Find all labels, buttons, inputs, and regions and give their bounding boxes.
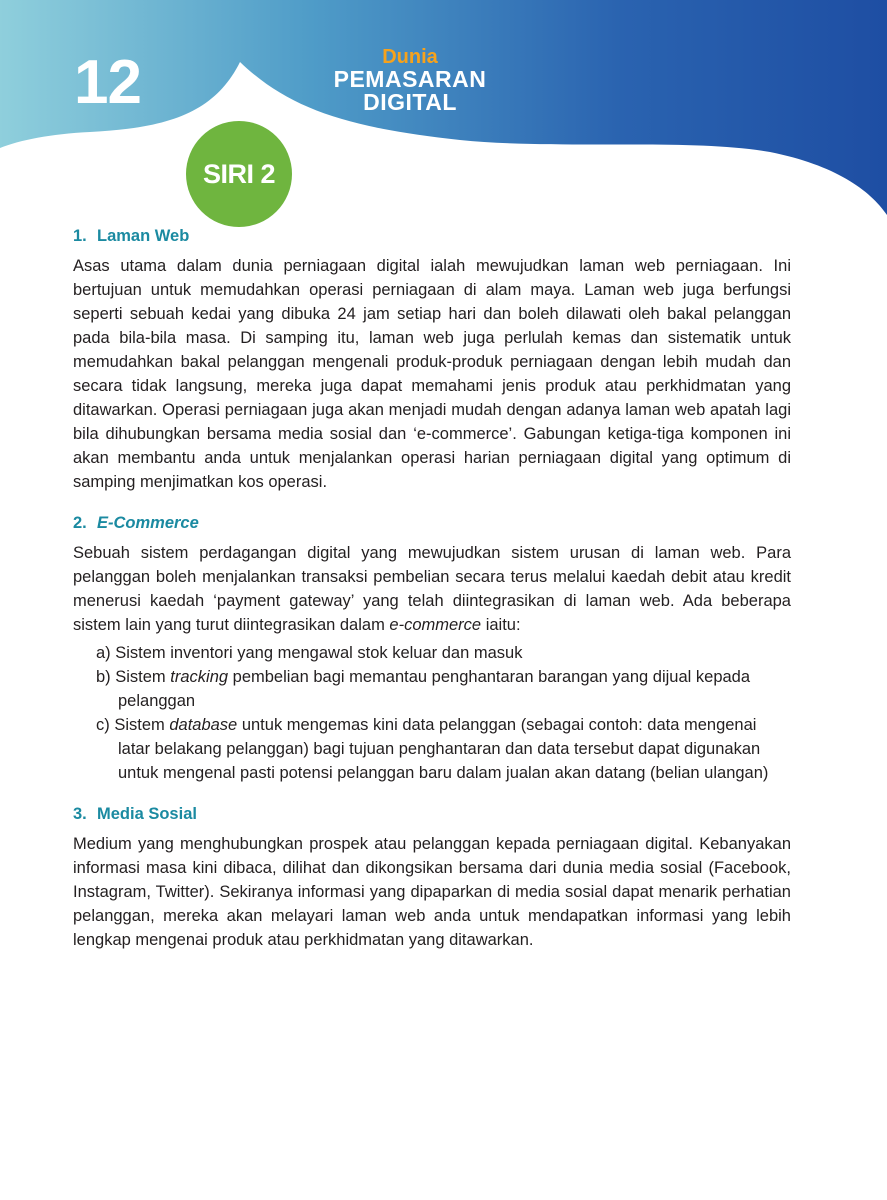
series-title-line1: Dunia [382,46,438,68]
series-title-line2: PEMASARAN [333,66,487,92]
section-number: 3. [73,805,87,823]
e-commerce-systems-list [73,641,791,785]
section-number: 1. [73,227,87,245]
article-content [73,224,791,952]
list-item-text: a) Sistem inventori yang mengawal stok keluar dan masuk [96,644,523,662]
series-badge [186,121,292,227]
series-badge-label: SIRI 2 [202,158,276,189]
page-number: 12 [74,48,141,117]
list-item-italic: database [169,716,238,734]
section-heading-e-commerce [73,511,791,535]
list-item-text: pembelian bagi memantau penghantaran barangan yang dijual kepada pelanggan [118,668,751,710]
section-title: Laman Web [97,227,190,245]
list-item-text: c) Sistem [96,716,170,734]
list-item-text: untuk mengemas kini data pelanggan (sebagai contoh: data mengenai latar belakang pelanggan) bagi tujuan penghantaran dan data tersebut dapat digunakan untuk mengenal pasti potensi pelanggan baru dalam jualan akan datang (belian ulangan) [118,716,769,782]
list-item-italic: tracking [170,668,229,686]
list-item [96,641,791,665]
body-italic: e-commerce [389,616,482,634]
series-title-line3: DIGITAL [363,89,457,115]
section-heading-laman-web [73,224,791,248]
section-body-laman-web: Asas utama dalam dunia perniagaan digital ialah mewujudkan laman web perniagaan. Ini bertujuan untuk memudahkan operasi perniagaan di alam maya. Laman web juga berfungsi seperti sebuah kedai yang dibuka 24 jam setiap hari dan boleh dilawati oleh bakal pelanggan pada bila-bila masa. Di samping itu, laman web juga perlulah kemas dan sistematik untuk memudahkan bakal pelanggan mengenali produk-produk perniagaan dengan lebih mudah dan secara tidak langsung, mereka juga dapat memahami jenis produk atau perkhidmatan yang ditawarkan. Operasi perniagaan juga akan menjadi mudah dengan adanya laman web apatah lagi bila dihubungkan bersama media sosial dan ‘e-commerce’. Gabungan ketiga-tiga komponen ini akan membantu anda untuk menjalankan operasi harian perniagaan digital yang optimum di samping menjimatkan kos operasi. [73,257,791,491]
body-text-end: iaitu: [481,616,521,634]
list-item [96,665,791,713]
section-number: 2. [73,514,87,532]
section-heading-media-sosial [73,802,791,826]
section-body-e-commerce [73,541,791,637]
section-body-media-sosial: Medium yang menghubungkan prospek atau pelanggan kepada perniagaan digital. Kebanyakan informasi masa kini dibaca, dilihat dan dikongsikan bersama dari dunia media sosial (Facebook, Instagram, Twitter). Sekiranya informasi yang dipaparkan di media sosial dapat menarik perhatian pelanggan, mereka akan melayari laman web anda untuk mendapatkan informasi yang lebih lengkap mengenai produk atau perkhidmatan yang ditawarkan. [73,835,791,949]
list-item [96,713,791,785]
section-title: E-Commerce [97,514,199,532]
section-title: Media Sosial [97,805,197,823]
body-text: Sebuah sistem perdagangan digital yang mewujudkan sistem urusan di laman web. Para pelanggan boleh menjalankan transaksi pembelian secara terus melalui kaedah debit atau kredit menerusi kaedah ‘payment gateway’ yang telah diintegrasikan di laman web. Ada beberapa sistem lain yang turut diintegrasikan dalam [73,544,791,634]
series-title [300,46,520,114]
list-item-text: b) Sistem [96,668,171,686]
